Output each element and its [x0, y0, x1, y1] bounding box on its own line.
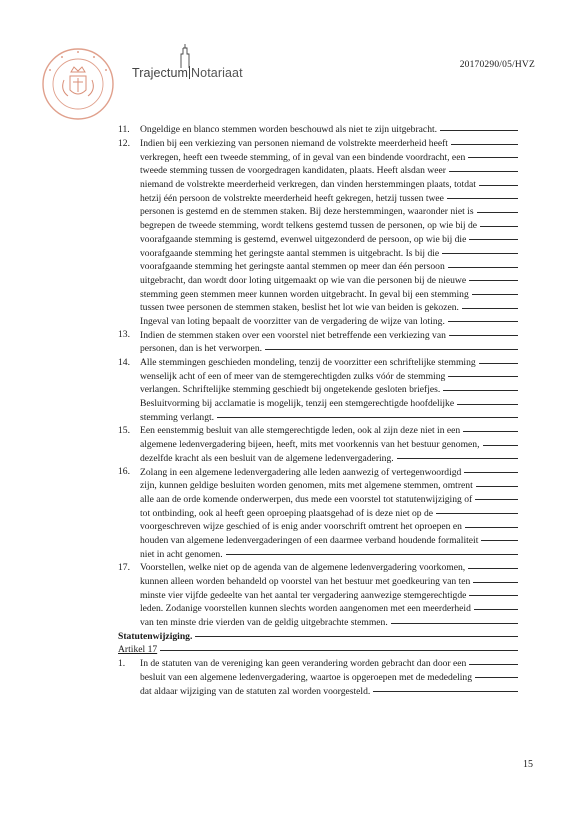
article-number: 17.: [118, 562, 130, 573]
text-line: [140, 356, 518, 370]
line-filler: [449, 171, 518, 172]
line-filler: [469, 239, 518, 240]
article-item: [118, 561, 518, 629]
brand-logo: [132, 44, 272, 88]
line-filler: [436, 513, 518, 514]
line-filler: [195, 636, 518, 637]
line-filler: [160, 650, 518, 651]
line-filler: [469, 595, 518, 596]
text-line: [140, 246, 518, 260]
line-text: begrepen de tweede stemming, wordt telkens gestemd tussen de personen, op wie bij de: [140, 220, 478, 232]
article-number: 15.: [118, 425, 130, 437]
line-text: Indien de stemmen staken over een voorstel niet betreffende een verkiezing van: [140, 329, 446, 341]
line-text: tot ontbinding, ook al heeft geen oproeping plaatsgehad of is deze niet op de: [140, 507, 434, 519]
line-text: besluit van een algemene ledenvergadering, waartoe is opgeroepen met de mededeling: [140, 671, 473, 683]
line-text: alle aan de orde komende onderwerpen, dus mede een voorstel tot statutenwijziging of: [140, 493, 473, 505]
article-item: [118, 465, 518, 561]
text-line: [140, 342, 518, 356]
line-text: uitgebracht, dan wordt door loting uitgemaakt op wie van die personen bij de nieuwe: [140, 274, 467, 286]
text-line: [140, 260, 518, 274]
text-line: [140, 287, 518, 301]
article-number: 11.: [118, 124, 130, 135]
line-filler: [463, 431, 518, 432]
line-text: Statutenwijziging.: [118, 630, 193, 642]
section-title: [118, 629, 518, 643]
document-reference: 20170290/05/HVZ: [459, 60, 535, 70]
line-filler: [474, 609, 518, 610]
line-text: verkregen, heeft een tweede stemming, of in geval van een bindende voordracht, een: [140, 151, 466, 163]
line-filler: [479, 363, 518, 364]
line-filler: [217, 417, 518, 418]
line-text: personen is gestemd en de stemmen staken. Bij deze herstemmingen, waaronder niet is: [140, 206, 474, 218]
article-item: [118, 657, 518, 698]
article-number: 13.: [118, 329, 130, 341]
line-text: In de statuten van de vereniging kan geen verandering worden gebracht dan door een: [140, 658, 467, 670]
text-line: [140, 410, 518, 424]
line-filler: [397, 458, 518, 459]
page-number: 15: [523, 759, 533, 770]
line-text: Ingeval van loting bepaalt de voorzitter van de vergadering de wijze van loting.: [140, 315, 445, 327]
line-filler: [469, 280, 518, 281]
text-line: [140, 534, 518, 548]
line-text: Alle stemmingen geschieden mondeling, tenzij de voorzitter een schriftelijke stemming: [140, 357, 476, 369]
line-filler: [476, 486, 518, 487]
line-filler: [443, 390, 518, 391]
article-number: 1.: [118, 657, 126, 669]
text-line: [140, 520, 518, 534]
text-line: [140, 657, 518, 671]
text-line: [140, 452, 518, 466]
text-line: [140, 328, 518, 342]
notary-seal-logo: [40, 46, 116, 122]
line-filler: [475, 677, 518, 678]
text-line: [140, 369, 518, 383]
line-filler: [462, 308, 518, 309]
line-filler: [472, 294, 518, 295]
line-text: kunnen alleen worden behandeld op voorstel van het bestuur met goedkeuring van ten: [140, 576, 471, 588]
line-filler: [479, 185, 518, 186]
line-text: Indien bij een verkiezing van personen niemand de volstrekte meerderheid heeft: [140, 138, 448, 150]
article-item: [118, 137, 518, 329]
text-line: [140, 301, 518, 315]
line-text: hetzij één persoon de volstrekte meerderheid heeft gekregen, hetzij tussen twee: [140, 192, 444, 204]
text-line: [140, 123, 518, 137]
text-line: [140, 547, 518, 561]
line-text: zijn, kunnen geldige besluiten worden genomen, mits met algemene stemmen, omtrent: [140, 480, 473, 492]
line-filler: [451, 144, 518, 145]
text-line: [140, 164, 518, 178]
article-item: [118, 424, 518, 465]
line-filler: [480, 226, 518, 227]
line-text: tussen twee personen de stemmen staken, beslist het lot wie van beiden is gekozen.: [140, 302, 459, 314]
line-filler: [475, 499, 518, 500]
line-filler: [457, 404, 518, 405]
text-line: [140, 274, 518, 288]
line-filler: [477, 212, 518, 213]
article-number: 12.: [118, 137, 130, 149]
line-filler: [442, 253, 518, 254]
text-line: [140, 671, 518, 685]
text-line: [140, 493, 518, 507]
line-text: minste vier vijfde gedeelte van het aantal ter vergadering aanwezige stemgerechtigde: [140, 589, 467, 601]
article-number: 14.: [118, 356, 130, 368]
text-line: [140, 150, 518, 164]
line-filler: [483, 445, 519, 446]
line-text: voorgeschreven wijze geschied of is enig ander voorschrift omtrent het oproepen en: [140, 521, 462, 533]
line-filler: [464, 472, 518, 473]
brand-name: Trajectum: [132, 66, 189, 80]
text-line: [140, 438, 518, 452]
line-filler: [373, 691, 518, 692]
line-text: Zolang in een algemene ledenvergadering alle leden aanwezig of vertegenwoordigd: [140, 466, 462, 478]
text-line: [140, 178, 518, 192]
line-text: Een eenstemmig besluit van alle stemgerechtigde leden, ook al zijn deze niet in een: [140, 425, 461, 437]
text-line: [140, 602, 518, 616]
line-text: Besluitvorming bij acclamatie is mogelijk, tenzij een stemgerechtigde hoofdelijke: [140, 398, 455, 410]
text-line: [140, 383, 518, 397]
line-text: verlangen. Schriftelijke stemming geschiedt bij ongetekende gesloten briefjes.: [140, 384, 441, 396]
line-text: van ten minste drie vierden van de geldig uitgebrachte stemmen.: [140, 617, 388, 629]
text-line: [140, 506, 518, 520]
line-text: wenselijk acht of een of meer van de stemgerechtigden zulks vóór de stemming: [140, 370, 446, 382]
text-line: [140, 233, 518, 247]
brand-subname: Notariaat: [191, 66, 243, 80]
line-filler: [448, 376, 518, 377]
line-filler: [391, 623, 518, 624]
article-number: 16.: [118, 466, 130, 478]
text-line: [140, 465, 518, 479]
line-filler: [469, 664, 518, 665]
text-line: [140, 191, 518, 205]
line-filler: [468, 568, 518, 569]
line-filler: [226, 554, 518, 555]
line-text: Artikel 17: [118, 644, 158, 656]
line-text: dezelfde kracht als een besluit van de algemene ledenvergadering.: [140, 452, 394, 464]
line-filler: [265, 349, 518, 350]
text-line: [140, 315, 518, 329]
text-line: [140, 588, 518, 602]
line-filler: [448, 321, 518, 322]
text-line: [140, 424, 518, 438]
line-filler: [448, 267, 518, 268]
line-text: Voorstellen, welke niet op de agenda van de algemene ledenvergadering voorkomen,: [140, 562, 466, 574]
line-filler: [481, 540, 518, 541]
line-filler: [465, 527, 518, 528]
line-text: voorafgaande stemming is gestemd, evenwel uitgezonderd de persoon, op wie bij die: [140, 233, 467, 245]
line-text: stemming verlangt.: [140, 411, 215, 423]
line-filler: [447, 198, 518, 199]
article-item: [118, 356, 518, 424]
line-text: personen, dan is het verworpen.: [140, 343, 263, 355]
article-item: [118, 328, 518, 355]
text-line: [140, 479, 518, 493]
line-text: niemand de volstrekte meerderheid verkregen, dan vinden herstemmingen plaats, totdat: [140, 179, 476, 191]
text-line: [140, 561, 518, 575]
line-text: dat aldaar wijziging van de statuten zal worden voorgesteld.: [140, 685, 371, 697]
text-line: [140, 684, 518, 698]
line-text: stemming geen stemmen meer kunnen worden uitgebracht. In geval bij een stemming: [140, 288, 469, 300]
text-line: [140, 616, 518, 630]
line-text: algemene ledenvergadering bijeen, heeft, mits met voorkennis van het bestuur genomen,: [140, 439, 480, 451]
line-filler: [449, 335, 518, 336]
article-heading: [118, 643, 518, 657]
line-text: voorafgaande stemming het geringste aantal stemmen op meer dan één persoon: [140, 261, 445, 273]
line-text: tweede stemming tussen de voorgedragen kandidaten, plaats. Heeft alsdan weer: [140, 165, 446, 177]
text-line: [140, 205, 518, 219]
line-text: Ongeldige en blanco stemmen worden beschouwd als niet te zijn uitgebracht.: [140, 124, 438, 136]
line-text: niet in acht genomen.: [140, 548, 223, 560]
text-line: [140, 137, 518, 151]
text-line: [140, 397, 518, 411]
text-line: [140, 219, 518, 233]
text-line: [140, 575, 518, 589]
document-body: [118, 123, 518, 698]
article-item: [118, 123, 518, 137]
line-filler: [473, 582, 518, 583]
line-text: leden. Zodanige voorstellen kunnen slechts worden aangenomen met een meerderheid: [140, 603, 471, 615]
line-filler: [468, 157, 518, 158]
church-tower-icon: [179, 44, 191, 68]
line-filler: [440, 130, 518, 131]
line-text: houden van algemene ledenvergaderingen of een daarmee verband houdende formaliteit: [140, 534, 479, 546]
line-text: voorafgaande stemming het geringste aantal stemmen is uitgebracht. Is bij die: [140, 247, 440, 259]
